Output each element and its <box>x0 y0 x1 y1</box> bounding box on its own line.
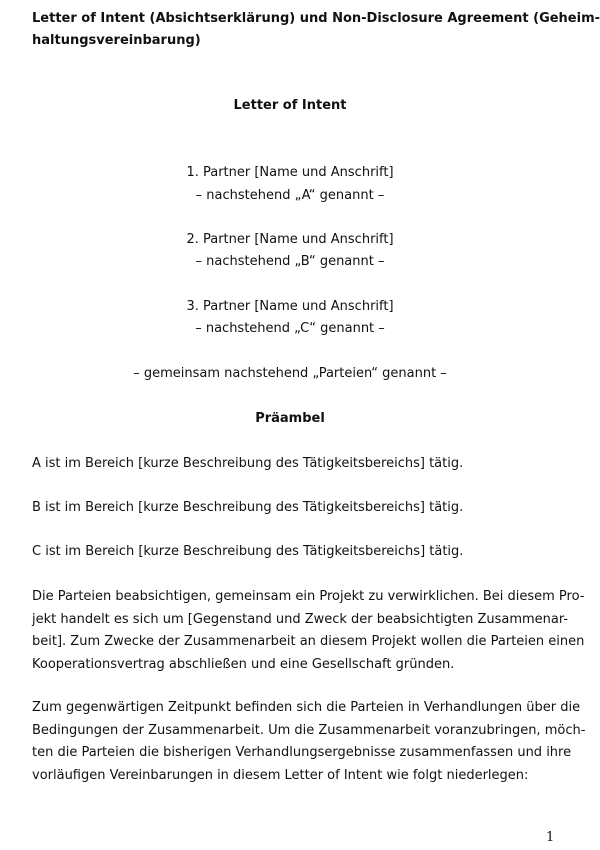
paragraph-negotiations-line-1: Zum gegenwärtigen Zeitpunkt befinden sich die Parteien in Verhandlungen über die <box>32 700 581 715</box>
partner-1-alias: – nachstehend „A“ genannt – <box>195 188 385 203</box>
paragraph-negotiations-line-4: vorläufigen Vereinbarungen in diesem Letter of Intent wie folgt niederlegen: <box>32 767 529 783</box>
partner-3-line: 3. Partner [Name und Anschrift] <box>186 299 394 314</box>
document-title-line-1: Letter of Intent (Absichtserklärung) und Non-Disclosure Agreement (Geheim- <box>32 11 600 26</box>
paragraph-negotiations-line-2: Bedingungen der Zusammenarbeit. Um die Zusammenarbeit voranzubringen, möch- <box>32 722 586 738</box>
paragraph-negotiations <box>32 697 586 787</box>
partner-2-line: 2. Partner [Name und Anschrift] <box>186 232 394 247</box>
activity-c: C ist im Bereich [kurze Beschreibung des Tätigkeitsbereichs] tätig. <box>32 544 464 559</box>
section-heading-preamble: Präambel <box>255 411 325 426</box>
partner-2-alias: – nachstehend „B“ genannt – <box>195 254 385 269</box>
paragraph-project-line-4: Kooperationsvertrag abschließen und eine Gesellschaft gründen. <box>32 656 455 672</box>
paragraph-project-line-2: jekt handelt es sich um [Gegenstand und Zweck der beabsichtigten Zusammenar- <box>32 611 569 627</box>
paragraph-project-line-3: beit]. Zum Zwecke der Zusammenarbeit an diesem Projekt wollen die Parteien einen <box>32 634 585 649</box>
page-number: 1 <box>546 830 555 845</box>
paragraph-project-line-1: Die Parteien beabsichtigen, gemeinsam ein Projekt zu verwirklichen. Bei diesem Pro- <box>32 589 585 604</box>
partner-1-line: 1. Partner [Name und Anschrift] <box>186 165 394 180</box>
partner-3-alias: – nachstehend „C“ genannt – <box>195 321 385 336</box>
section-heading-letter-of-intent: Letter of Intent <box>233 98 347 113</box>
document-title <box>32 8 600 52</box>
paragraph-project <box>32 586 585 676</box>
parties-collective-designation: – gemeinsam nachstehend „Parteien“ genannt – <box>133 366 447 381</box>
paragraph-negotiations-line-3: ten die Parteien die bisherigen Verhandlungsergebnisse zusammenfassen und ihre <box>32 745 572 760</box>
document-title-line-2: haltungsvereinbarung) <box>32 33 201 48</box>
activity-a: A ist im Bereich [kurze Beschreibung des Tätigkeitsbereichs] tätig. <box>32 456 464 471</box>
activity-b: B ist im Bereich [kurze Beschreibung des Tätigkeitsbereichs] tätig. <box>32 500 464 515</box>
